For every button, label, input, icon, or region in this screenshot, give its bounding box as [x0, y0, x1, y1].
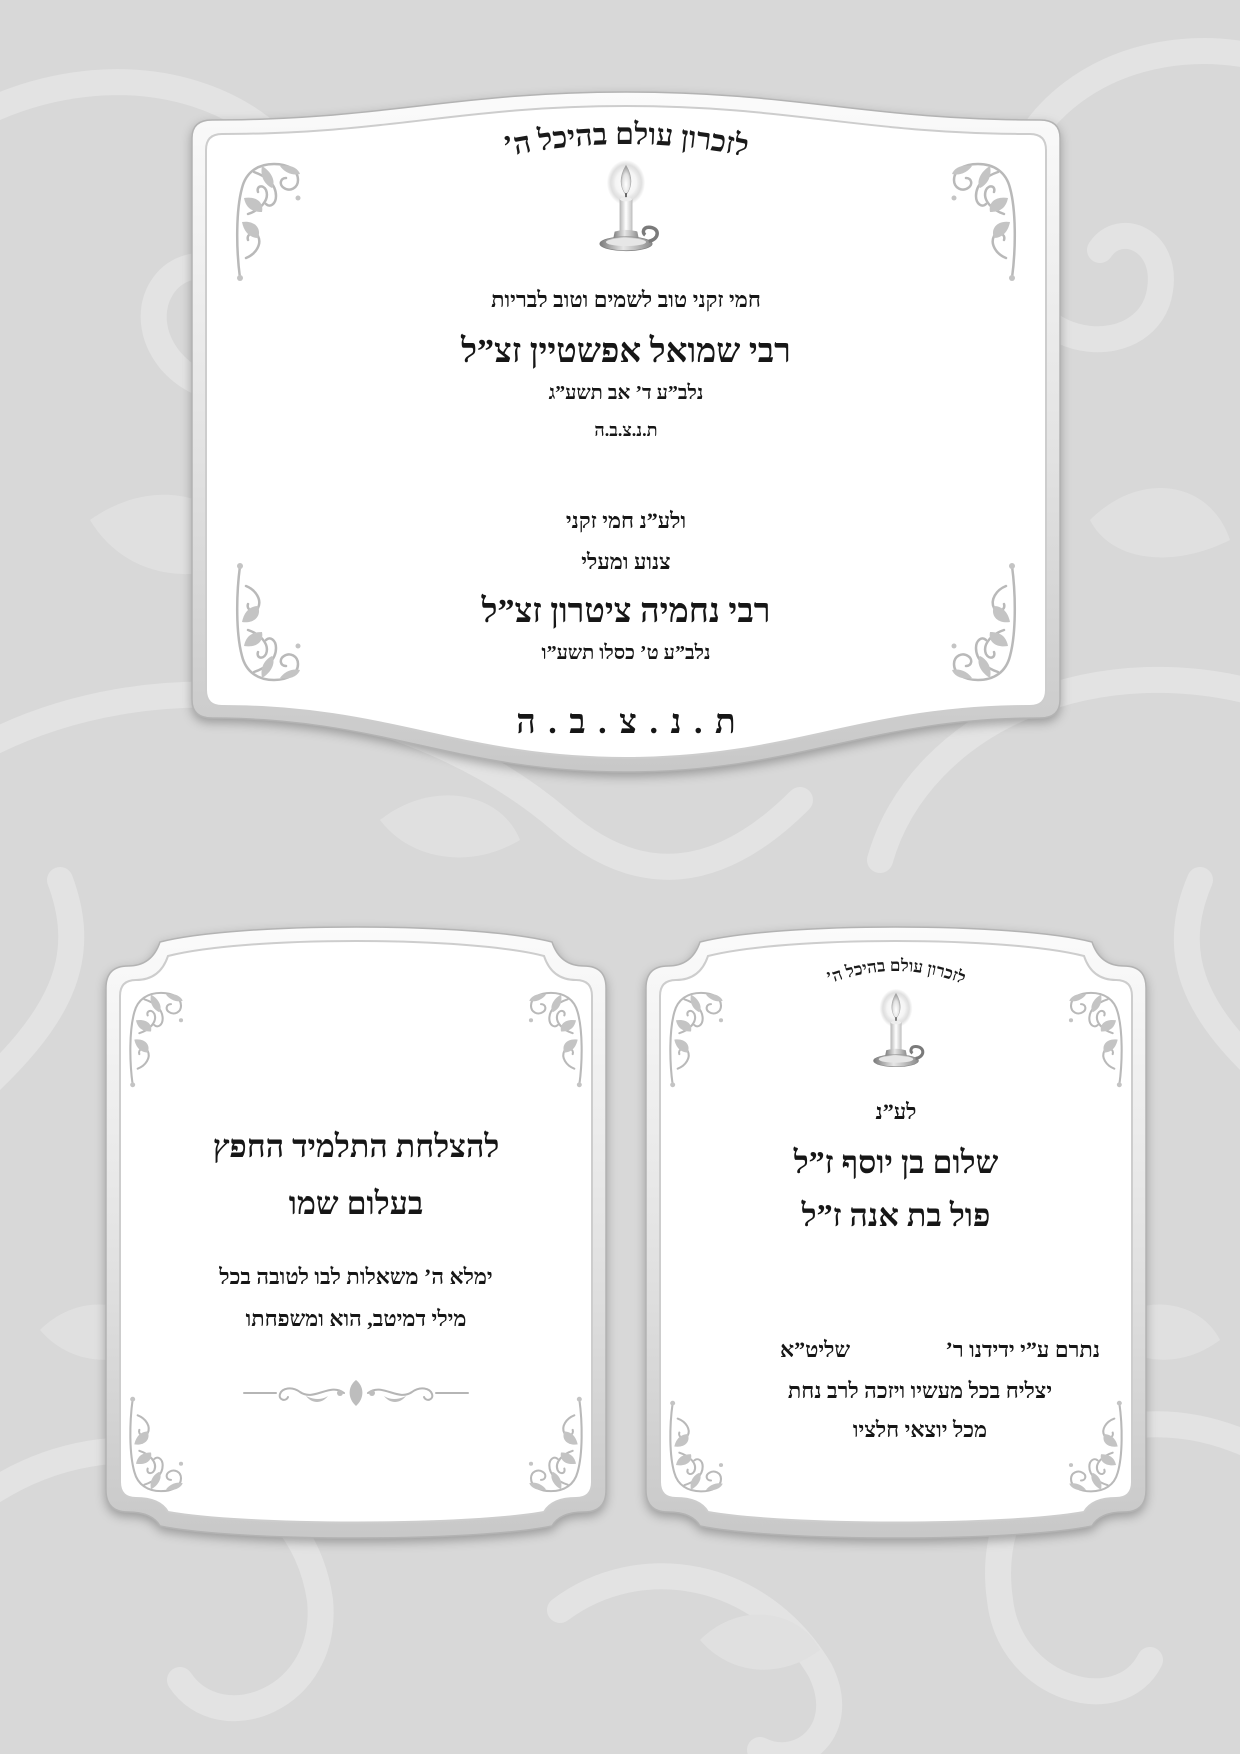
- blessing-line-2: מילי דמיטב, הוא ומשפחתו: [245, 1306, 467, 1331]
- corner-ornament-top-right: [948, 158, 1020, 282]
- memorial-arc-heading-text: לזכרון עולם בהיכל ה’: [500, 117, 752, 164]
- date-of-passing-1: נלב”ע ד’ אב תשע”ג: [548, 382, 704, 404]
- corner-ornament-top-right: [1066, 988, 1126, 1088]
- corner-ornament-bottom-left: [126, 1396, 186, 1496]
- blessing-abbreviation-1: ת.נ.צ.ב.ה: [594, 420, 658, 440]
- memorial-abbreviation: לע”נ: [875, 1099, 917, 1124]
- blessing-line-1: ימלא ה’ משאלות לבו לטובה בכל: [219, 1264, 493, 1289]
- corner-ornament-top-left: [126, 988, 186, 1088]
- corner-ornament-top-left: [666, 988, 726, 1088]
- deceased-name-1: רבי שמואל אפשטיין זצ”ל: [461, 333, 791, 370]
- bottom-left-plaque: [98, 922, 614, 1546]
- corner-ornament-top-left: [232, 158, 304, 282]
- deceased-name-1: שלום בן יוסף ז”ל: [793, 1144, 999, 1180]
- memorial-arc-heading-text: לזכרון עולם בהיכל ה’: [823, 955, 969, 988]
- candle-icon: [590, 160, 662, 256]
- donor-prefix: נתרם ע”י ידידנו ר’: [945, 1337, 1100, 1362]
- date-of-passing-2: נלב”ע ט’ כסלו תשע”ו: [541, 642, 711, 664]
- divider-flourish-icon: [236, 1378, 476, 1408]
- corner-ornament-bottom-left: [666, 1400, 726, 1496]
- blessing-line-2: מכל יוצאי חלציו: [852, 1417, 988, 1442]
- blessing-abbreviation-2: ת . נ . צ . ב . ה: [516, 704, 736, 741]
- corner-ornament-bottom-right: [526, 1396, 586, 1496]
- blessing-line-1: יצליח בכל מעשיו ויזכה לרב נחת: [787, 1378, 1053, 1403]
- dedication-line: חמי זקני טוב לשמים וטוב לבריות: [491, 287, 761, 312]
- donor-suffix: שליט”א: [780, 1337, 851, 1362]
- donor-line: [780, 1334, 1100, 1366]
- success-title-line-2: בעלום שמו: [288, 1185, 424, 1221]
- bottom-right-plaque: [638, 922, 1154, 1546]
- deceased-name-2: רבי נחמיה ציטרון זצ”ל: [481, 593, 771, 630]
- corner-ornament-top-right: [526, 988, 586, 1088]
- dedication-line-2: ולע”נ חמי זקני: [565, 508, 687, 533]
- candle-icon: [866, 988, 926, 1072]
- deceased-name-2: פול בת אנה ז”ל: [801, 1197, 991, 1233]
- top-memorial-plaque: [184, 88, 1068, 780]
- success-title-line-1: להצלחת התלמיד החפץ: [212, 1128, 500, 1164]
- dedication-line-3: צנוע ומעלי: [581, 549, 671, 574]
